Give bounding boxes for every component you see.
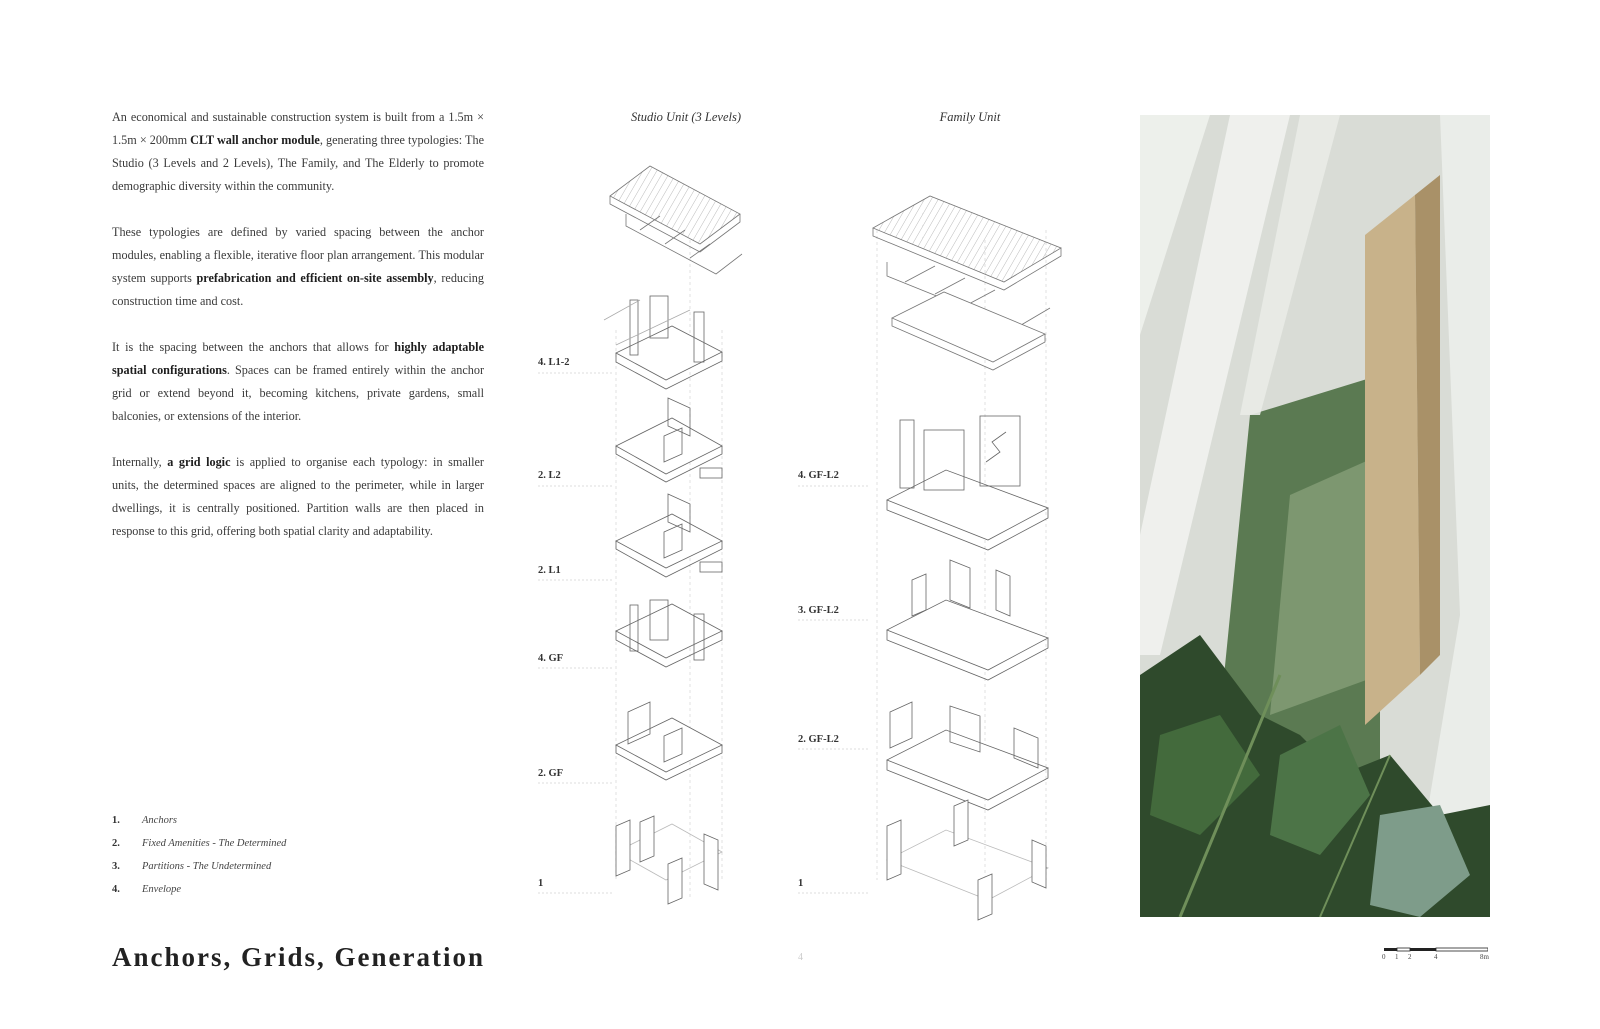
slab [616,326,722,380]
page-number: 4 [798,952,803,963]
studio-level-label: 4. L1-2 [538,357,570,368]
family-level-label: 1 [798,878,804,889]
scale-tick: 0 [1382,953,1386,961]
studio-level-label: 2. L1 [538,565,561,576]
legend-label: Partitions - The Undetermined [142,861,272,872]
legend-number: 4. [112,884,120,895]
emphasis-text: a grid logic [167,455,231,469]
photo-illustration [1140,115,1490,917]
legend-number: 1. [112,815,120,826]
scale-tick: 8m [1480,953,1489,961]
family-roof [873,196,1061,370]
studio-unit-heading: Studio Unit (3 Levels) [630,110,742,124]
scale-tick: 1 [1395,953,1399,961]
emphasis-text: highly adaptable spatial configurations [112,340,484,377]
paragraph-text: Internally, [112,455,168,469]
scale-tick: 4 [1434,953,1438,961]
scale-bar-ticks [1384,953,1494,963]
interior-photograph [1140,115,1490,917]
legend-label: Anchors [142,815,177,826]
scale-tick: 2 [1408,953,1412,961]
legend-label: Fixed Amenities - The Determined [142,838,287,849]
family-unit-heading: Family Unit [939,110,1001,124]
family-level-label: 4. GF-L2 [798,470,839,481]
studio-level-label: 2. L2 [538,470,561,481]
studio-level-label: 2. GF [538,768,564,779]
studio-level-label: 1 [538,878,544,889]
paragraph-text: These typologies are defined by varied spacing between the anchor modules, enabling a flexible, iterative floor plan arrangement. This modular system supports [112,225,484,285]
family-level-label: 3. GF-L2 [798,605,839,616]
studio-roof [610,166,742,274]
legend-number: 3. [112,861,120,872]
page-title: Anchors, Grids, Generation [112,942,485,972]
paragraph-text: It is the spacing between the anchors that allows for [112,340,395,354]
emphasis-text: CLT wall anchor module [190,133,320,147]
studio-level-label: 4. GF [538,653,564,664]
emphasis-text: prefabrication and efficient on-site assembly [196,271,434,285]
paragraph-text: . Spaces can be framed entirely within the anchor grid or extend beyond it, becoming kitchens, private gardens, small balconies, or extensions of the interior. [112,363,485,423]
paragraph-text: , generating three typologies: The Studio (3 Levels and 2 Levels), The Family, and The Elderly to promote demographic diversity within the community. [112,133,484,193]
paragraph-text: is applied to organise each typology: in smaller units, the determined spaces are aligned to the perimeter, while in larger dwellings, it is centrally positioned. Partition walls are then placed in response to this grid, offering both spatial clarity and adaptability. [112,455,484,538]
paragraph-text: An economical and sustainable construction system is built from a 1.5m × 1.5m × 200mm [112,110,484,147]
legend-label: Envelope [142,884,182,895]
family-level-label: 2. GF-L2 [798,734,839,745]
paragraph-text: , reducing construction time and cost. [112,271,484,308]
legend-number: 2. [112,838,120,849]
